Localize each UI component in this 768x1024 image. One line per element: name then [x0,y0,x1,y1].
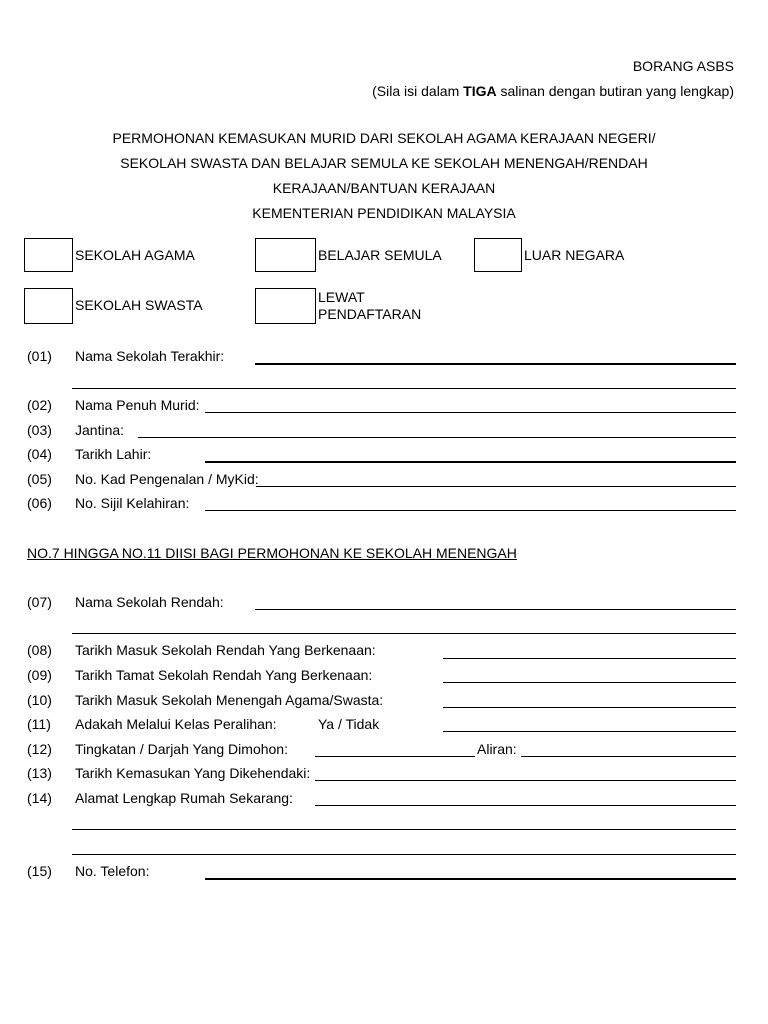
title-line-1: PERMOHONAN KEMASUKAN MURID DARI SEKOLAH AGAMA KERAJAAN NEGERI/ [112,130,656,146]
lewat-pendaftaran-checkbox[interactable] [255,288,316,324]
instruction-bold: TIGA [463,83,497,99]
field-07-label: Nama Sekolah Rendah: [75,594,224,610]
field-04-line[interactable] [205,461,736,463]
form-code: BORANG ASBS [632,58,734,74]
field-08-label: Tarikh Masuk Sekolah Rendah Yang Berkenaan: [75,642,376,658]
field-03-label: Jantina: [75,422,125,438]
field-04-number: (04) [27,446,52,462]
field-14-number: (14) [27,790,52,806]
instruction-pre: (Sila isi dalam [372,83,464,99]
field-10-line[interactable] [443,707,736,708]
field-09-number: (09) [27,667,52,683]
belajar-semula-label: BELAJAR SEMULA [318,247,442,263]
field-01-number: (01) [27,348,52,364]
aliran-line[interactable] [521,756,736,757]
field-06-number: (06) [27,495,52,511]
field-10-label: Tarikh Masuk Sekolah Menengah Agama/Swasta: [75,692,384,708]
sekolah-swasta-label: SEKOLAH SWASTA [75,297,203,313]
lewat-pendaftaran-label-2: PENDAFTARAN [318,306,422,322]
field-14-line[interactable] [315,805,736,806]
field-05-line[interactable] [256,486,736,487]
field-02-number: (02) [27,397,52,413]
field-06-label: No. Sijil Kelahiran: [75,495,190,511]
field-14-line-2[interactable] [72,829,736,830]
aliran-label: Aliran: [477,741,517,757]
field-12-label: Tingkatan / Darjah Yang Dimohon: [75,741,288,757]
belajar-semula-checkbox[interactable] [255,238,316,272]
field-13-line[interactable] [315,780,736,781]
field-05-label: No. Kad Pengenalan / MyKid: [75,471,259,487]
field-02-label: Nama Penuh Murid: [75,397,200,413]
field-08-line[interactable] [443,658,736,659]
field-12-line[interactable] [315,756,475,757]
field-02-line[interactable] [205,412,736,413]
lewat-pendaftaran-label-1: LEWAT [318,289,365,305]
instruction-text [372,83,734,99]
field-12-number: (12) [27,741,52,757]
field-04-label: Tarikh Lahir: [75,446,152,462]
field-15-line[interactable] [205,878,736,880]
field-15-number: (15) [27,863,52,879]
field-14-line-3[interactable] [72,854,736,855]
field-15-label: No. Telefon: [75,863,150,879]
field-06-line[interactable] [205,510,736,511]
field-01-line[interactable] [255,363,736,365]
sekolah-swasta-checkbox[interactable] [24,288,73,324]
field-11-options[interactable]: Ya / Tidak [318,716,380,732]
field-07-line[interactable] [255,609,736,610]
field-08-number: (08) [27,642,52,658]
title-line-3: KERAJAAN/BANTUAN KERAJAAN [272,180,496,196]
instruction-post: salinan dengan butiran yang lengkap) [496,83,734,99]
sekolah-agama-label: SEKOLAH AGAMA [75,247,195,263]
field-03-number: (03) [27,422,52,438]
field-01-line-2[interactable] [72,388,736,389]
field-01-label: Nama Sekolah Terakhir: [75,348,225,364]
field-09-label: Tarikh Tamat Sekolah Rendah Yang Berkenaan: [75,667,373,683]
field-07-number: (07) [27,594,52,610]
luar-negara-label: LUAR NEGARA [524,247,625,263]
field-14-label: Alamat Lengkap Rumah Sekarang: [75,790,293,806]
field-11-line[interactable] [443,731,736,732]
title-line-4: KEMENTERIAN PENDIDIKAN MALAYSIA [252,205,516,221]
section-note: NO.7 HINGGA NO.11 DIISI BAGI PERMOHONAN KE SEKOLAH MENENGAH [27,545,517,561]
title-line-2: SEKOLAH SWASTA DAN BELAJAR SEMULA KE SEKOLAH MENENGAH/RENDAH [120,155,648,171]
field-07-line-2[interactable] [72,633,736,634]
field-03-line[interactable] [138,437,736,438]
sekolah-agama-checkbox[interactable] [24,238,73,272]
field-05-number: (05) [27,471,52,487]
field-09-line[interactable] [443,682,736,683]
field-13-label: Tarikh Kemasukan Yang Dikehendaki: [75,765,311,781]
field-11-label: Adakah Melalui Kelas Peralihan: [75,716,277,732]
field-11-number: (11) [27,716,51,732]
luar-negara-checkbox[interactable] [474,238,522,272]
field-13-number: (13) [27,765,52,781]
field-10-number: (10) [27,692,52,708]
